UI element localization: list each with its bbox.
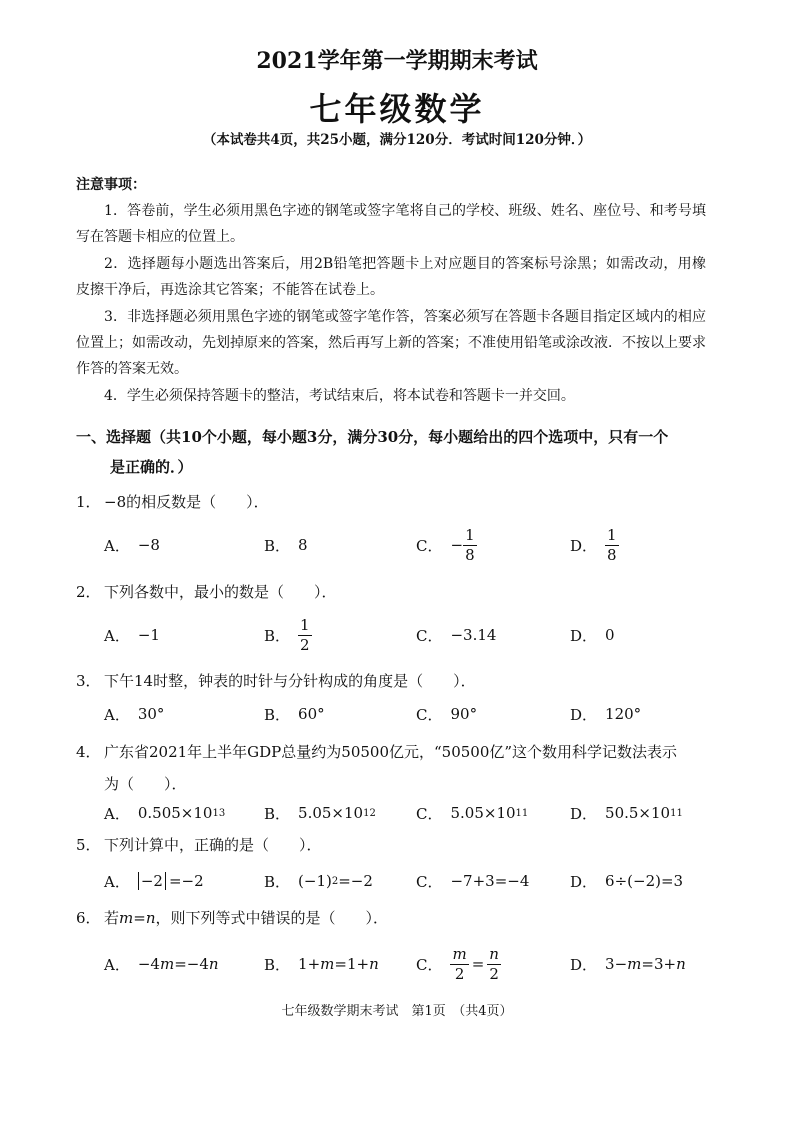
option-text: 3−: [605, 955, 628, 973]
equals-sign: =: [133, 909, 146, 927]
variable-m: m: [320, 955, 335, 973]
option-c: [416, 861, 529, 901]
option-a: [104, 861, 204, 901]
fraction-denominator: 8: [607, 545, 617, 564]
option-text: 30°: [137, 705, 165, 723]
option-label: A．: [104, 955, 130, 974]
option-base: 0.505×10: [137, 804, 213, 822]
option-b: [264, 944, 379, 984]
option-text: =−4: [174, 955, 209, 973]
variable-n: n: [208, 955, 219, 973]
section-heading-line: 是正确的．）: [110, 458, 193, 476]
option-d: [570, 944, 686, 984]
note-item: 2．选择题每小题选出答案后，用2B铅笔把答题卡上对应题目的答案标号涂黑；如需改动，用橡皮擦干净后，再选涂其它答案；不能答在试卷上。: [76, 255, 706, 299]
option-label: B．: [264, 536, 291, 555]
option-label: D．: [570, 705, 598, 724]
option-d: [570, 615, 615, 655]
question-stem: 下列各数中，最小的数是（ ）．: [104, 583, 337, 601]
question-2: [76, 579, 716, 605]
question-5-options: [104, 861, 704, 901]
option-text: 6÷(−2)=3: [605, 872, 684, 890]
option-label: D．: [570, 955, 598, 974]
option-a: [104, 615, 160, 655]
fraction-denominator: 2: [300, 635, 310, 654]
option-d: [570, 793, 683, 833]
variable-n: n: [369, 955, 379, 973]
option-text: 120°: [605, 705, 642, 723]
option-b: [264, 694, 325, 734]
fraction-denominator: 8: [465, 545, 475, 564]
fraction-denominator: 2: [489, 964, 499, 983]
option-label: B．: [264, 804, 291, 823]
option-text: −8: [137, 536, 160, 554]
option-b: [264, 615, 312, 655]
question-number: 5．: [76, 836, 101, 854]
option-label: B．: [264, 705, 291, 724]
option-base: 5.05×10: [298, 804, 364, 822]
option-base: 5.05×10: [450, 804, 516, 822]
option-label: D．: [570, 536, 598, 555]
question-number: 3．: [76, 672, 101, 690]
question-4-options: [104, 793, 704, 833]
option-c: [416, 525, 477, 565]
option-text: =−2: [168, 872, 204, 890]
option-text: −1: [137, 626, 160, 644]
page-footer: 七年级数学期末考试 第1页 （共4页）: [281, 1004, 513, 1019]
option-label: C．: [416, 955, 443, 974]
variable-n: n: [145, 909, 156, 927]
option-a: [104, 525, 160, 565]
fraction: [450, 944, 468, 983]
notes-list: [76, 198, 706, 409]
question-stem-continued: 为（ ）．: [104, 775, 187, 793]
fraction: [605, 525, 619, 564]
equals-sign: =: [471, 955, 485, 973]
option-b: [264, 861, 373, 901]
option-text: 1+: [298, 955, 321, 973]
option-exponent: 12: [363, 807, 376, 819]
question-stem: 下午14时整，钟表的时针与分针构成的角度是（ ）．: [104, 672, 476, 690]
option-label: C．: [416, 626, 443, 645]
option-b: [264, 525, 308, 565]
note-item: 3．非选择题必须用黑色字迹的钢笔或签字笔作答，答案必须写在答题卡各题目指定区域内的相应位置上；如需改动，先划掉原来的答案，然后再写上新的答案；不准使用铅笔或涂改液．不按以上要求作答的答案无效。: [76, 308, 706, 378]
option-text: 8: [298, 536, 308, 554]
note-item: 4．学生必须保持答题卡的整洁，考试结束后，将本试卷和答题卡一并交回。: [104, 387, 575, 404]
question-stem: 广东省2021年上半年GDP总量约为50500亿元，“50500亿”这个数用科学记数法表示: [104, 743, 678, 761]
question-number: 2．: [76, 583, 101, 601]
option-label: C．: [416, 804, 443, 823]
option-a: [104, 694, 164, 734]
option-text: =−2: [338, 872, 373, 890]
question-3: [76, 668, 716, 694]
option-d: [570, 694, 641, 734]
option-label: B．: [264, 955, 291, 974]
question-number: 6．: [76, 909, 101, 927]
question-3-options: [104, 694, 704, 734]
question-1: [76, 489, 716, 515]
option-label: D．: [570, 872, 598, 891]
exam-subject: 七年级数学: [309, 90, 485, 128]
option-a: [104, 793, 225, 833]
fraction: [298, 615, 312, 654]
absolute-value: −2: [138, 872, 166, 890]
option-base: 50.5×10: [605, 804, 671, 822]
option-label: A．: [104, 536, 130, 555]
option-d: [570, 525, 619, 565]
fraction-numerator: m: [452, 944, 467, 963]
option-exponent: 2: [331, 875, 339, 887]
fraction-numerator: 1: [300, 615, 310, 634]
fraction-denominator: 2: [454, 964, 465, 983]
exam-title: 2021学年第一学期期末考试: [256, 48, 538, 74]
fraction-numerator: 1: [607, 525, 617, 544]
option-exponent: 11: [670, 807, 683, 819]
option-label: C．: [416, 872, 443, 891]
exam-info: （本试卷共4页，共25小题，满分120分．考试时间120分钟．）: [202, 132, 592, 148]
option-d: [570, 861, 683, 901]
option-label: A．: [104, 872, 130, 891]
option-label: A．: [104, 705, 130, 724]
option-c: [416, 615, 496, 655]
option-b: [264, 793, 376, 833]
question-6: [76, 905, 716, 931]
variable-m: m: [627, 955, 642, 973]
option-label: D．: [570, 804, 598, 823]
option-label: C．: [416, 705, 443, 724]
section-heading: [76, 422, 716, 482]
question-6-options: [104, 944, 704, 984]
option-label: D．: [570, 626, 598, 645]
option-label: A．: [104, 626, 130, 645]
option-text: −3.14: [450, 626, 497, 644]
variable-m: m: [159, 955, 175, 973]
fraction-numerator: n: [489, 944, 499, 963]
option-text: =1+: [334, 955, 370, 973]
question-stem: 若: [104, 909, 120, 927]
option-a: [104, 944, 219, 984]
option-text: 60°: [298, 705, 325, 723]
option-label: B．: [264, 626, 291, 645]
option-exponent: 13: [212, 807, 226, 819]
option-text: 0: [605, 626, 615, 644]
fraction: [463, 525, 477, 564]
option-label: A．: [104, 804, 130, 823]
notes-heading: 注意事项：: [76, 177, 146, 193]
question-number: 1．: [76, 493, 101, 511]
question-stem: 下列计算中，正确的是（ ）．: [104, 836, 322, 854]
option-base: (−1): [298, 872, 332, 890]
section-heading-line: 一、选择题（共10个小题，每小题3分，满分30分，每小题给出的四个选项中，只有一个: [76, 428, 669, 446]
variable-m: m: [119, 909, 134, 927]
minus-sign: −: [450, 536, 464, 554]
option-c: [416, 944, 501, 984]
option-text: =3+: [641, 955, 677, 973]
question-5: [76, 832, 716, 858]
option-label: C．: [416, 536, 443, 555]
fraction-numerator: 1: [465, 525, 475, 544]
variable-n: n: [676, 955, 686, 973]
question-1-options: [104, 525, 704, 565]
question-4: [76, 736, 716, 800]
question-2-options: [104, 615, 704, 655]
fraction: [487, 944, 501, 983]
question-number: 4．: [76, 743, 101, 761]
option-text: −4: [137, 955, 160, 973]
option-c: [416, 793, 528, 833]
question-stem: −8的相反数是（ ）．: [104, 493, 269, 511]
question-stem: ，则下列等式中错误的是（ ）．: [155, 909, 389, 927]
option-text: 90°: [450, 705, 478, 723]
option-exponent: 11: [515, 807, 529, 819]
option-text: −7+3=−4: [450, 872, 530, 890]
option-c: [416, 694, 477, 734]
note-item: 1．答卷前，学生必须用黑色字迹的钢笔或签字笔将自己的学校、班级、姓名、座位号、和考号填写在答题卡相应的位置上。: [76, 203, 706, 246]
option-label: B．: [264, 872, 291, 891]
